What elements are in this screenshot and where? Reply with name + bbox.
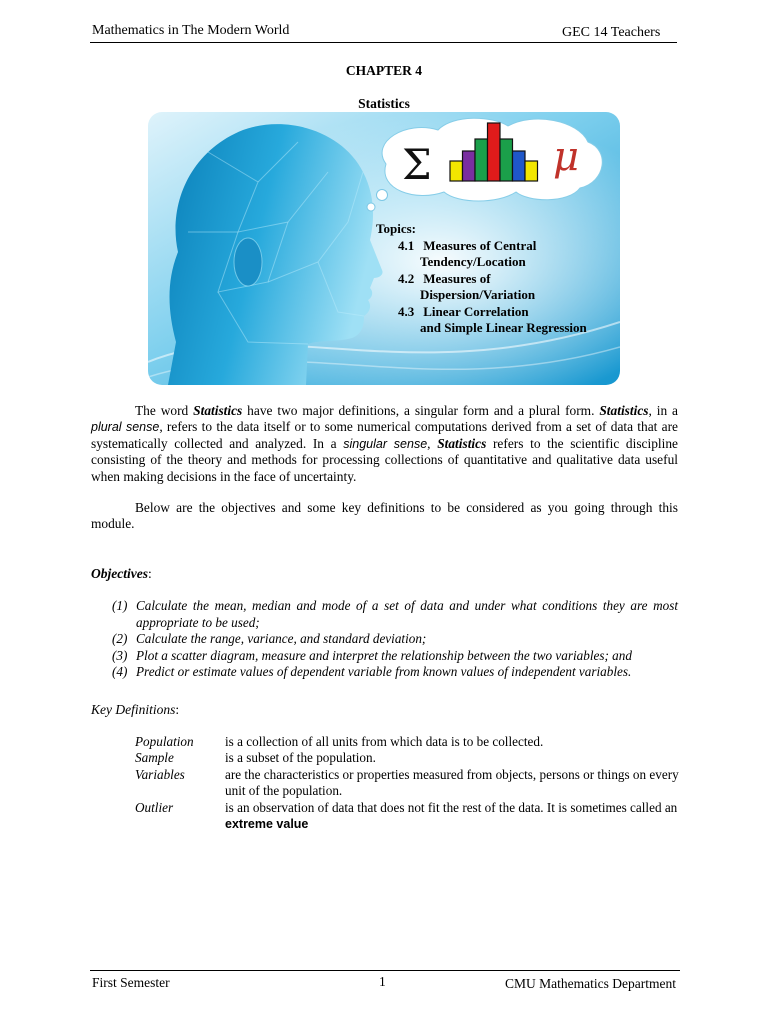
histogram-bar (463, 151, 476, 181)
item-number: (1) (112, 598, 128, 613)
objective-item (112, 664, 678, 681)
histogram-bar (513, 151, 526, 181)
definition-term: Population (135, 734, 194, 749)
heading-text: Objectives (91, 566, 148, 581)
objective-item (112, 631, 678, 648)
topics-list (376, 221, 587, 337)
header-rule (90, 42, 677, 43)
definition-text: are the characteristics or properties measured from objects, persons or things on every unit of the population. (225, 766, 679, 799)
topic-number: 4.2 (398, 270, 415, 286)
definition-text: is a collection of all units from which data is to be collected. (225, 734, 544, 749)
heading-colon: : (147, 566, 152, 581)
item-text: Predict or estimate values of dependent variable from known values of independent variables. (136, 664, 632, 680)
definition-row (135, 800, 680, 833)
definition-row (135, 767, 680, 800)
topic-number: 4.3 (398, 303, 415, 319)
text-run: , refers to the data itself or to some numerical computations derived from a set of data that are systematically collected and analyzed. In a (91, 419, 678, 451)
item-number: (3) (112, 647, 128, 663)
topic-item (376, 304, 587, 321)
emphasis: singular sense (343, 436, 428, 451)
text-run: is an observation of data that does not fit the rest of the data. It is sometimes called an (225, 799, 678, 815)
item-text: Calculate the range, variance, and standard deviation; (136, 631, 427, 647)
emphasis: extreme value (225, 817, 309, 832)
definition-row (135, 750, 680, 766)
header-left: Mathematics in The Modern World (92, 23, 290, 38)
key-definitions-list (135, 734, 680, 832)
definition-row (135, 734, 680, 750)
topic-item-continued: Tendency/Location (420, 254, 526, 269)
text-run: refers to the scientific discipline consisting of the theory and methods for processing collections of quantitative and qualitative data useful when making decisions in the face of uncertainty. (91, 435, 678, 484)
chapter-heading: CHAPTER 4 (345, 63, 423, 78)
topic-number: 4.1 (398, 237, 415, 253)
footer-left: First Semester (92, 975, 170, 990)
histogram-bar (488, 123, 501, 181)
text-run: , in a (648, 403, 678, 418)
header-right: GEC 14 Teachers (562, 25, 661, 40)
text-run: , (427, 435, 438, 451)
emphasis: Statistics (437, 435, 487, 451)
histogram-bar (450, 161, 463, 181)
heading-colon: : (175, 702, 180, 717)
objective-item (112, 598, 678, 631)
page-number: 1 (379, 974, 386, 989)
topic-item (376, 238, 587, 255)
topic-text: Measures of (423, 270, 491, 286)
text-run: The word (135, 403, 194, 418)
item-number: (2) (112, 631, 128, 647)
sigma-symbol: Σ (402, 140, 432, 189)
definition-text (225, 800, 680, 833)
histogram-bar (475, 139, 488, 181)
definition-term: Outlier (135, 799, 174, 815)
item-number: (4) (112, 664, 128, 680)
text-run: have two major definitions, a singular form and a plural form. (242, 403, 600, 418)
topic-item-continued: Dispersion/Variation (420, 287, 536, 302)
emphasis: plural sense (91, 420, 160, 435)
item-text: Plot a scatter diagram, measure and interpret the relationship between the two variables; and (136, 647, 632, 663)
definition-term: Sample (135, 750, 174, 766)
footer-right: CMU Mathematics Department (505, 976, 676, 991)
text-run: Below are the objectives and some key definitions to be considered as you going through this module. (91, 500, 678, 532)
heading-text: Key Definitions (91, 702, 176, 717)
mu-symbol: μ (553, 134, 579, 180)
objective-item (112, 648, 678, 665)
histogram-bar (525, 161, 538, 181)
objectives-intro-paragraph (91, 500, 678, 533)
emphasis: Statistics (599, 403, 649, 418)
objectives-list (112, 598, 678, 681)
histogram-bar (500, 139, 513, 181)
topic-item (376, 271, 587, 288)
emphasis: Statistics (193, 403, 243, 418)
intro-paragraph (91, 403, 678, 485)
topics-label: Topics: (376, 221, 416, 236)
footer-rule (90, 970, 680, 971)
objectives-heading (91, 566, 152, 582)
definition-term: Variables (135, 766, 185, 782)
definition-text: is a subset of the population. (225, 750, 376, 766)
topic-item-continued: and Simple Linear Regression (420, 320, 587, 335)
chapter-title: Statistics (358, 96, 410, 111)
item-text: Calculate the mean, median and mode of a set of data and under what conditions they are most appropriate to be used; (136, 598, 678, 630)
key-definitions-heading (91, 702, 179, 718)
topic-text: Measures of Central (423, 237, 537, 253)
topic-text: Linear Correlation (423, 303, 529, 319)
